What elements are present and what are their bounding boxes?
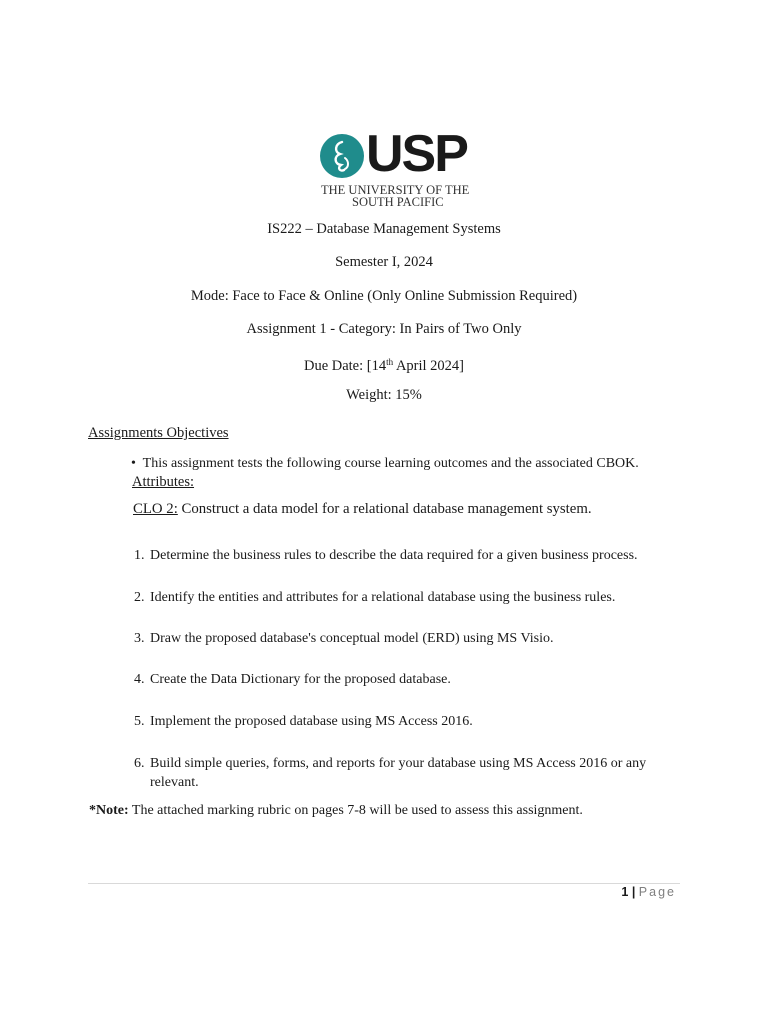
page-footer xyxy=(621,885,676,899)
objectives-bullet xyxy=(131,456,639,472)
note-text: The attached marking rubric on pages 7-8 will be used to assess this assignment. xyxy=(128,803,583,818)
due-date-suffix: April 2024] xyxy=(393,358,465,374)
list-item-text: Determine the business rules to describe the data required for a given business process. xyxy=(150,548,638,563)
clo-text: Construct a data model for a relational database management system. xyxy=(177,501,592,517)
bullet-text: This assignment tests the following course learning outcomes and the associated CBOK. xyxy=(142,456,639,471)
page-number: 1 xyxy=(621,885,629,899)
usp-emblem-icon xyxy=(320,134,364,178)
assignment-category: Assignment 1 - Category: In Pairs of Two Only xyxy=(246,321,522,337)
mode: Mode: Face to Face & Online (Only Online Submission Required) xyxy=(190,288,578,304)
footer-separator: | xyxy=(628,885,639,899)
list-item-text: Identify the entities and attributes for a relational database using the business rules. xyxy=(150,590,616,605)
list-item-text: Build simple queries, forms, and reports for your database using MS Access 2016 or any relevant. xyxy=(150,756,647,790)
list-item xyxy=(134,712,684,731)
due-date-superscript: th xyxy=(386,357,394,367)
page-word: Page xyxy=(638,885,676,899)
attributes-label: Attributes: xyxy=(132,474,195,490)
list-item-text: Create the Data Dictionary for the proposed database. xyxy=(150,672,451,687)
list-item-number: 6. xyxy=(134,756,145,771)
logo-wordmark: USP xyxy=(366,125,467,183)
list-item-number: 2. xyxy=(134,590,145,605)
weight: Weight: 15% xyxy=(346,387,422,403)
list-item xyxy=(134,754,684,792)
list-item-number: 1. xyxy=(134,548,145,563)
list-item xyxy=(134,546,684,565)
list-item-number: 4. xyxy=(134,672,145,687)
logo-subtitle-line1: THE UNIVERSITY OF THE xyxy=(321,183,470,197)
usp-logo xyxy=(318,125,488,210)
note-label: *Note: xyxy=(89,803,129,818)
due-date-prefix: Due Date: [14 xyxy=(303,358,387,374)
logo-subtitle-line2: SOUTH PACIFIC xyxy=(352,195,444,209)
list-item-number: 3. xyxy=(134,631,145,646)
course-title: IS222 – Database Management Systems xyxy=(267,221,501,237)
footer-divider xyxy=(88,883,680,884)
list-item-text: Draw the proposed database's conceptual model (ERD) using MS Visio. xyxy=(150,631,554,646)
bullet-icon: • xyxy=(131,456,136,471)
list-item-text: Implement the proposed database using MS Access 2016. xyxy=(150,714,473,729)
semester: Semester I, 2024 xyxy=(335,254,433,270)
list-item xyxy=(134,670,684,689)
list-item xyxy=(134,588,684,607)
clo-statement xyxy=(133,501,592,518)
note xyxy=(89,803,583,819)
clo-tag: CLO 2: xyxy=(133,501,178,517)
due-date xyxy=(0,353,768,375)
list-item xyxy=(134,629,684,648)
objectives-heading: Assignments Objectives xyxy=(88,425,229,441)
list-item-number: 5. xyxy=(134,714,145,729)
